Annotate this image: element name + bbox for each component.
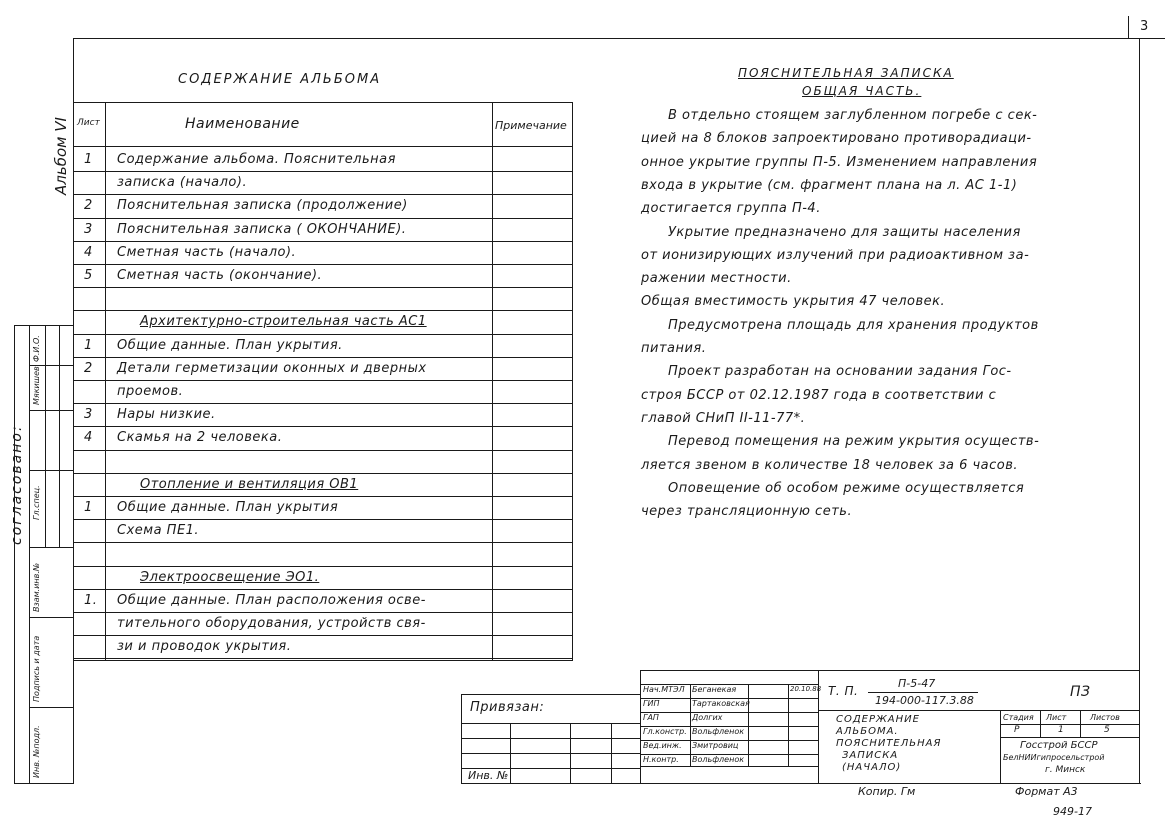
- stage-label: Стадия: [1003, 713, 1034, 722]
- sheet-value: 1: [1058, 725, 1064, 735]
- col-name: Наименование: [185, 116, 300, 132]
- format: Формат А3: [1015, 785, 1078, 798]
- col-sheet: Лист: [77, 118, 100, 128]
- note-line: Перевод помещения на режим укрытия осуществ-: [668, 434, 1040, 449]
- gp-name: Мякишев: [32, 366, 41, 405]
- row-number: 1: [84, 152, 93, 167]
- inv-label: Инв. №подл.: [32, 725, 41, 778]
- code-bottom: 194-000-117.3.88: [875, 694, 974, 707]
- note-line: достигается группа П-4.: [641, 201, 821, 216]
- row-text: Архитектурно-строительная часть АС1: [140, 314, 427, 329]
- org-1: Госстрой БССР: [1020, 740, 1098, 751]
- doc-title-line: АЛЬБОМА.: [836, 726, 899, 737]
- note-line: питания.: [641, 341, 707, 356]
- binding-label: Привязан:: [470, 700, 545, 715]
- gp-spec: Гл.спец.: [32, 485, 41, 520]
- role-name: Долгих: [692, 713, 723, 722]
- note-line: главой СНиП II-11-77*.: [641, 411, 806, 426]
- role-label: Гл.констр.: [643, 727, 687, 736]
- vzam-label: Взам.инв.№: [32, 562, 41, 612]
- org-3: г. Минск: [1045, 765, 1086, 775]
- row-text: Содержание альбома. Пояснительная: [117, 152, 396, 167]
- row-text: проемов.: [117, 384, 184, 399]
- row-text: Общие данные. План расположения осве-: [117, 593, 426, 608]
- row-text: Общие данные. План укрытия.: [117, 338, 343, 353]
- row-text: Детали герметизации оконных и дверных: [117, 361, 427, 376]
- role-label: Нач.МТЭЛ: [643, 685, 685, 694]
- note-line: цией на 8 блоков запроектировано противорадиаци-: [641, 131, 1032, 146]
- binding-inv: Инв. №: [468, 769, 509, 782]
- note-line: входа в укрытие (см. фрагмент плана на л. АС 1-1): [641, 178, 1018, 193]
- row-number: 1: [84, 500, 93, 515]
- row-number: 5: [84, 268, 93, 283]
- note-line: Оповещение об особом режиме осуществляется: [668, 481, 1025, 496]
- row-number: 1: [84, 338, 93, 353]
- sheet-code: ПЗ: [1070, 684, 1091, 700]
- col-label: Ф.И.О.: [32, 335, 41, 362]
- row-text: Нары низкие.: [117, 407, 216, 422]
- note-line: Предусмотрена площадь для хранения продуктов: [668, 318, 1039, 333]
- note-line: В отдельно стоящем заглубленном погребе с сек-: [668, 108, 1038, 123]
- role-label: ГИП: [643, 699, 660, 708]
- row-number: 1.: [84, 593, 98, 608]
- row-text: Пояснительная записка (продолжение): [117, 198, 408, 213]
- note-line: Общая вместимость укрытия 47 человек.: [641, 294, 946, 309]
- role-name: Вольфленок: [692, 727, 745, 736]
- role-name: Тартаковская: [692, 699, 750, 708]
- role-label: Вед.инж.: [643, 741, 682, 750]
- row-number: 3: [84, 407, 93, 422]
- row-number: 4: [84, 430, 93, 445]
- role-name: Беганекая: [692, 685, 737, 694]
- row-number: 3: [84, 222, 93, 237]
- sheet-label: Лист: [1046, 713, 1067, 722]
- sheets-label: Листов: [1090, 713, 1120, 722]
- album-label: Альбом VI: [52, 117, 70, 195]
- doc-title-line: (НАЧАЛО): [842, 762, 902, 773]
- org-2: БелНИИгипросельстрой: [1003, 753, 1105, 762]
- doc-title-line: ПОЯСНИТЕЛЬНАЯ: [836, 738, 942, 749]
- note-line: от ионизирующих излучений при радиоактивном за-: [641, 248, 1030, 263]
- copied: Копир. Гм: [858, 785, 916, 798]
- row-text: зи и проводок укрытия.: [117, 639, 292, 654]
- note-subtitle: ОБЩАЯ ЧАСТЬ.: [802, 84, 922, 98]
- code-top: П-5-47: [898, 677, 936, 690]
- note-line: онное укрытие группы П-5. Изменением направления: [641, 155, 1038, 170]
- doc-title-line: СОДЕРЖАНИЕ: [836, 714, 920, 725]
- row-text: Скамья на 2 человека.: [117, 430, 283, 445]
- row-number: 4: [84, 245, 93, 260]
- note-title: ПОЯСНИТЕЛЬНАЯ ЗАПИСКА: [738, 66, 954, 80]
- archive: 949-17: [1053, 805, 1092, 818]
- contents-title: СОДЕРЖАНИЕ АЛЬБОМА: [178, 72, 382, 87]
- tp-label: Т. П.: [828, 684, 859, 698]
- role-date: 20.10.88: [790, 685, 822, 693]
- note-line: Проект разработан на основании задания Гос-: [668, 364, 1012, 379]
- row-text: записка (начало).: [117, 175, 248, 190]
- row-text: Отопление и вентиляция ОВ1: [140, 477, 359, 492]
- role-label: ГАП: [643, 713, 659, 722]
- row-number: 2: [84, 361, 93, 376]
- sheets-value: 5: [1104, 725, 1110, 735]
- note-line: ляется звеном в количестве 18 человек за 6 часов.: [641, 458, 1019, 473]
- note-line: ражении местности.: [641, 271, 792, 286]
- row-text: Электроосвещение ЭО1.: [140, 570, 320, 585]
- row-text: Схема ПЕ1.: [117, 523, 200, 538]
- doc-title-line: ЗАПИСКА: [842, 750, 899, 761]
- row-text: Пояснительная записка ( ОКОНЧАНИЕ).: [117, 222, 407, 237]
- note-line: Укрытие предназначено для защиты населения: [668, 225, 1021, 240]
- row-number: 2: [84, 198, 93, 213]
- agreed-label: согласовано:: [9, 424, 25, 545]
- row-text: Общие данные. План укрытия: [117, 500, 339, 515]
- role-label: Н.контр.: [643, 755, 679, 764]
- role-name: Змитровиц: [692, 741, 739, 750]
- stage-value: Р: [1014, 725, 1020, 735]
- note-line: через трансляционную сеть.: [641, 504, 853, 519]
- role-name: Вольфленок: [692, 755, 745, 764]
- podpis-label: Подпись и дата: [32, 635, 41, 702]
- page-number: 3: [1140, 19, 1149, 34]
- col-note: Примечание: [495, 119, 567, 132]
- row-text: тительного оборудования, устройств свя-: [117, 616, 426, 631]
- note-line: строя БССР от 02.12.1987 года в соответствии с: [641, 388, 997, 403]
- row-text: Сметная часть (окончание).: [117, 268, 323, 283]
- row-text: Сметная часть (начало).: [117, 245, 297, 260]
